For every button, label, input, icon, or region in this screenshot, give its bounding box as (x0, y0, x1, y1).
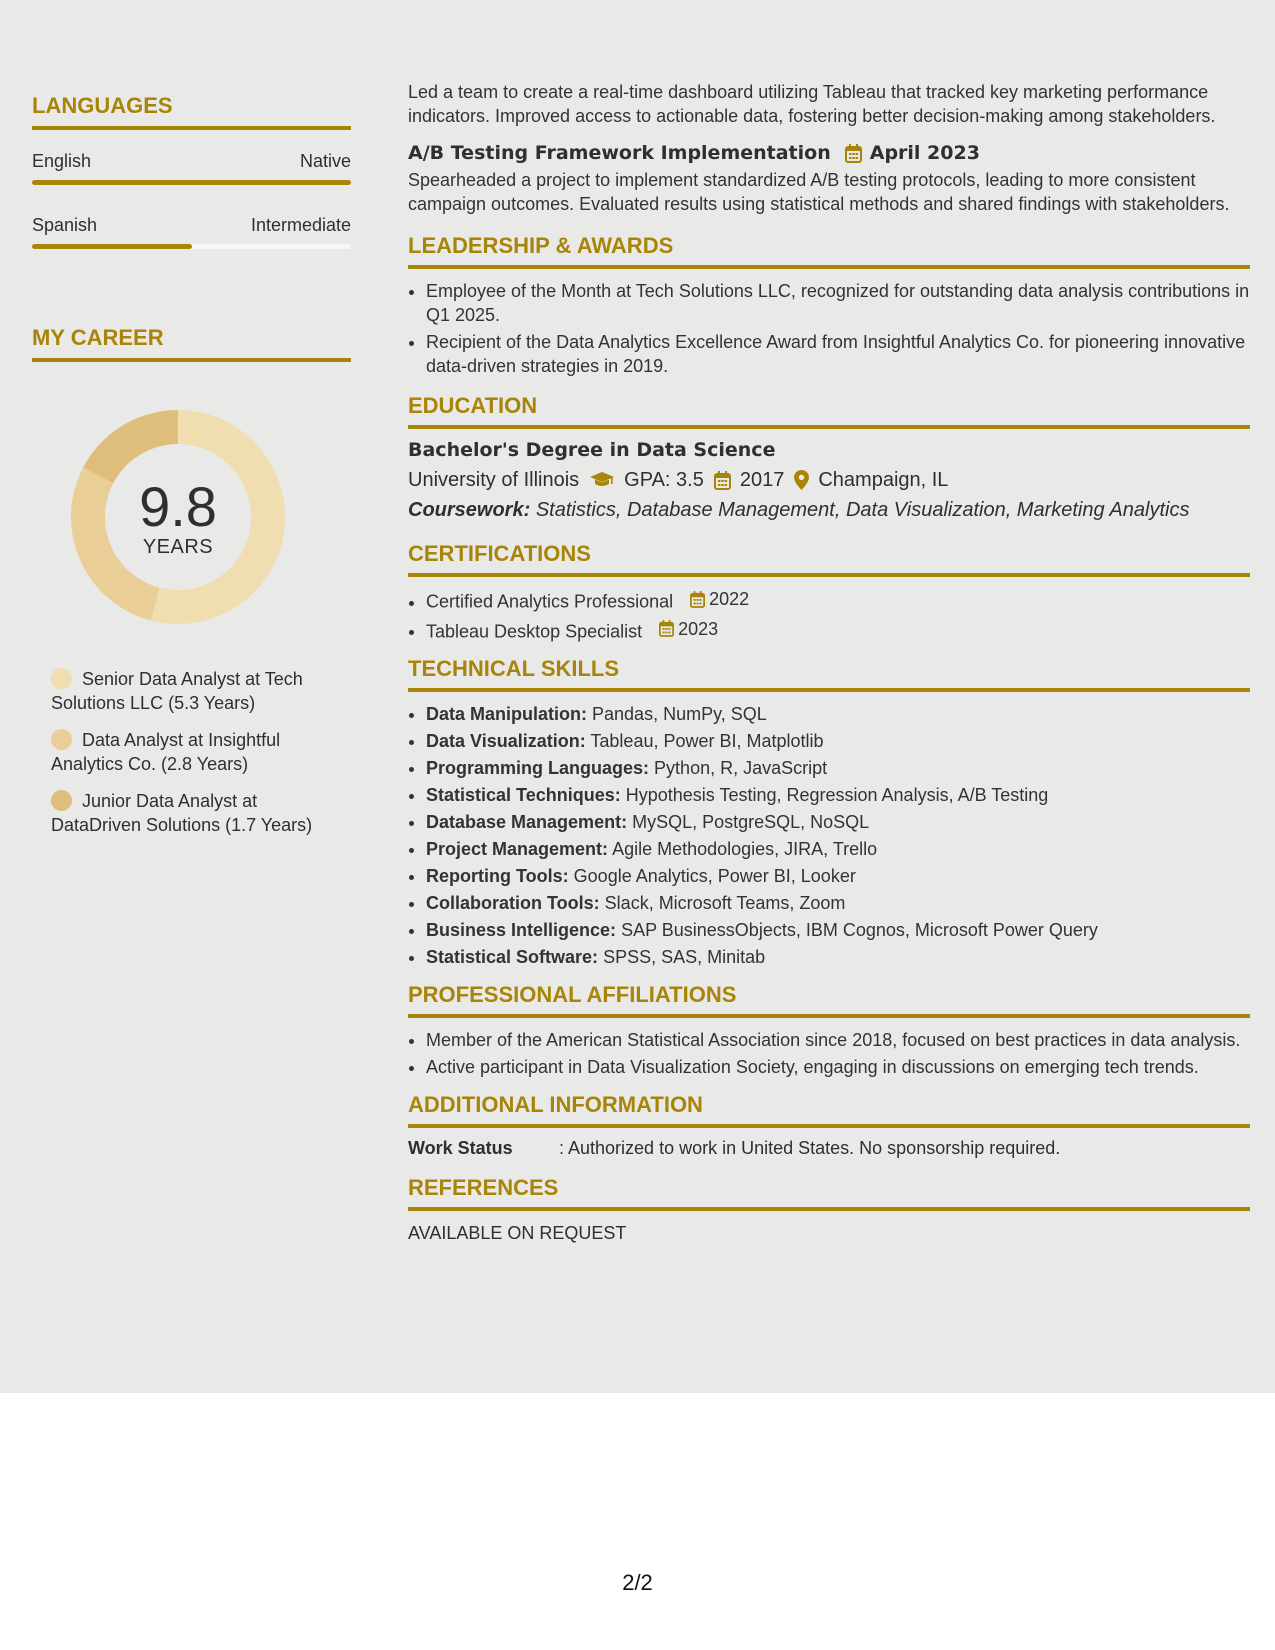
skill-value: Agile Methodologies, JIRA, Trello (612, 839, 878, 859)
career-total-unit: YEARS (142, 536, 214, 558)
project-title: A/B Testing Framework Implementation (408, 142, 831, 164)
leadership-title: LEADERSHIP & AWARDS (408, 233, 674, 258)
skills-section (408, 655, 1250, 969)
career-legend-item (51, 728, 341, 776)
skills-rule (408, 688, 1250, 692)
work-status-value: : Authorized to work in United States. No sponsorship required. (559, 1138, 1061, 1158)
certifications-rule (408, 573, 1250, 577)
legend-swatch (51, 668, 72, 689)
career-legend-item (51, 667, 341, 715)
skill-item (426, 918, 1250, 942)
calendar-icon (845, 144, 862, 163)
skill-item (426, 864, 1250, 888)
skill-item (426, 756, 1250, 780)
project-date (845, 140, 980, 166)
language-level-fill (32, 180, 351, 185)
legend-label: Data Analyst at Insightful Analytics Co. (2.8 Years) (51, 730, 281, 774)
skills-title: TECHNICAL SKILLS (408, 656, 620, 681)
project-intro-text: Led a team to create a real-time dashboard utilizing Tableau that tracked key marketing performance indicators. Improved access to actionable data, fostering better decision-making among stakeholders. (408, 82, 1216, 126)
career-legend-item (51, 789, 341, 837)
certifications-section (408, 540, 1250, 643)
skill-label: Programming Languages: (426, 758, 650, 778)
career-legend (32, 667, 351, 837)
career-donut-chart (64, 403, 292, 631)
education-school: University of Illinois (408, 469, 580, 491)
skill-item (426, 810, 1250, 834)
skill-label: Statistical Software: (426, 947, 599, 967)
career-rule (32, 358, 351, 362)
education-meta (408, 466, 1250, 494)
education-section (408, 392, 1250, 524)
language-item-spanish (32, 214, 351, 249)
skill-label: Collaboration Tools: (426, 893, 600, 913)
language-level-bar (32, 180, 351, 185)
calendar-icon (659, 620, 674, 637)
list-item: • Active participant in Data Visualization Society, engaging in discussions on emerging tech trends. (426, 1055, 1250, 1079)
education-year: 2017 (739, 469, 785, 491)
career-donut-center (64, 403, 292, 631)
legend-swatch (51, 790, 72, 811)
legend-swatch (51, 729, 72, 750)
list-item (426, 617, 1250, 644)
work-status-label: Work Status (408, 1138, 513, 1158)
additional-title: ADDITIONAL INFORMATION (408, 1092, 703, 1117)
language-level: Intermediate (250, 215, 351, 235)
page-number: 2/2 (622, 1570, 653, 1595)
affiliations-list (408, 1028, 1250, 1079)
skill-value: Hypothesis Testing, Regression Analysis, A/B Testing (625, 785, 1049, 805)
certification-year: 2022 (709, 589, 750, 609)
career-title: MY CAREER (32, 325, 164, 350)
affiliations-rule (408, 1014, 1250, 1018)
project-item (408, 140, 1250, 216)
skill-value: MySQL, PostgreSQL, NoSQL (632, 812, 870, 832)
right-column (408, 80, 1250, 1245)
skill-label: Business Intelligence: (426, 920, 617, 940)
affiliations-title: PROFESSIONAL AFFILIATIONS (408, 982, 737, 1007)
additional-section (408, 1091, 1250, 1160)
skill-label: Database Management: (426, 812, 628, 832)
skill-item (426, 702, 1250, 726)
languages-section (32, 92, 351, 249)
skill-label: Data Visualization: (426, 731, 586, 751)
certification-year: 2023 (678, 618, 719, 639)
skill-item (426, 945, 1250, 969)
education-title: EDUCATION (408, 393, 538, 418)
certifications-list (408, 587, 1250, 643)
coursework-text: Statistics, Database Management, Data Visualization, Marketing Analytics (535, 499, 1190, 521)
language-name: Spanish (32, 215, 98, 235)
skill-label: Reporting Tools: (426, 866, 569, 886)
references-title: REFERENCES (408, 1175, 559, 1200)
education-location: Champaign, IL (818, 469, 949, 491)
education-coursework (408, 496, 1250, 524)
skill-item (426, 891, 1250, 915)
skill-value: Slack, Microsoft Teams, Zoom (604, 893, 846, 913)
coursework-label: Coursework: (408, 499, 531, 521)
languages-rule (32, 126, 351, 130)
affiliations-section (408, 981, 1250, 1079)
leadership-section (408, 232, 1250, 378)
skill-item (426, 783, 1250, 807)
legend-label: Junior Data Analyst at DataDriven Solutions (1.7 Years) (51, 791, 313, 835)
references-text: AVAILABLE ON REQUEST (408, 1223, 627, 1243)
career-total-value: 9.8 (139, 475, 217, 538)
certification-name: Certified Analytics Professional (426, 591, 674, 612)
language-name: English (32, 151, 92, 171)
skills-list (408, 702, 1250, 969)
language-level-bar (32, 244, 351, 249)
language-item-english (32, 150, 351, 185)
references-rule (408, 1207, 1250, 1211)
certification-name: Tableau Desktop Specialist (426, 621, 643, 641)
education-rule (408, 425, 1250, 429)
languages-title: LANGUAGES (32, 93, 173, 118)
skill-item (426, 837, 1250, 861)
list-item: • Member of the American Statistical Association since 2018, focused on best practices in data analysis. (426, 1028, 1250, 1052)
calendar-icon (714, 471, 731, 490)
certifications-title: CERTIFICATIONS (408, 541, 591, 566)
skill-label: Data Manipulation: (426, 704, 587, 724)
project-description: Spearheaded a project to implement standardized A/B testing protocols, leading to more consistent campaign outcomes. Evaluated results using statistical methods and shared findings with stakeholders. (408, 170, 1230, 214)
skill-value: SAP BusinessObjects, IBM Cognos, Microsoft Power Query (621, 920, 1098, 940)
skill-value: Tableau, Power BI, Matplotlib (590, 731, 824, 751)
language-level: Native (299, 151, 351, 171)
education-gpa: GPA: 3.5 (624, 469, 704, 491)
education-degree: Bachelor's Degree in Data Science (408, 439, 776, 461)
location-pin-icon (794, 470, 809, 490)
leadership-rule (408, 265, 1250, 269)
additional-rule (408, 1124, 1250, 1128)
career-section (32, 324, 351, 837)
list-item (426, 587, 1250, 614)
list-item: • Recipient of the Data Analytics Excellence Award from Insightful Analytics Co. for pioneering innovative data-driven strategies in 2019. (426, 330, 1250, 378)
project-date-text: April 2023 (869, 142, 980, 164)
skill-value: Pandas, NumPy, SQL (592, 704, 767, 724)
graduation-cap-icon (589, 471, 615, 489)
skill-value: Google Analytics, Power BI, Looker (573, 866, 856, 886)
language-level-fill (32, 244, 192, 249)
skill-value: SPSS, SAS, Minitab (603, 947, 766, 967)
skill-label: Statistical Techniques: (426, 785, 621, 805)
skill-value: Python, R, JavaScript (654, 758, 828, 778)
references-section (408, 1174, 1250, 1245)
legend-label: Senior Data Analyst at Tech Solutions LLC (5.3 Years) (51, 669, 303, 713)
skill-item (426, 729, 1250, 753)
list-item: • Employee of the Month at Tech Solutions LLC, recognized for outstanding data analysis contributions in Q1 2025. (426, 279, 1250, 327)
skill-label: Project Management: (426, 839, 609, 859)
left-column (32, 92, 351, 850)
calendar-icon (690, 591, 705, 608)
leadership-list (408, 279, 1250, 378)
work-status-row (408, 1136, 1250, 1160)
